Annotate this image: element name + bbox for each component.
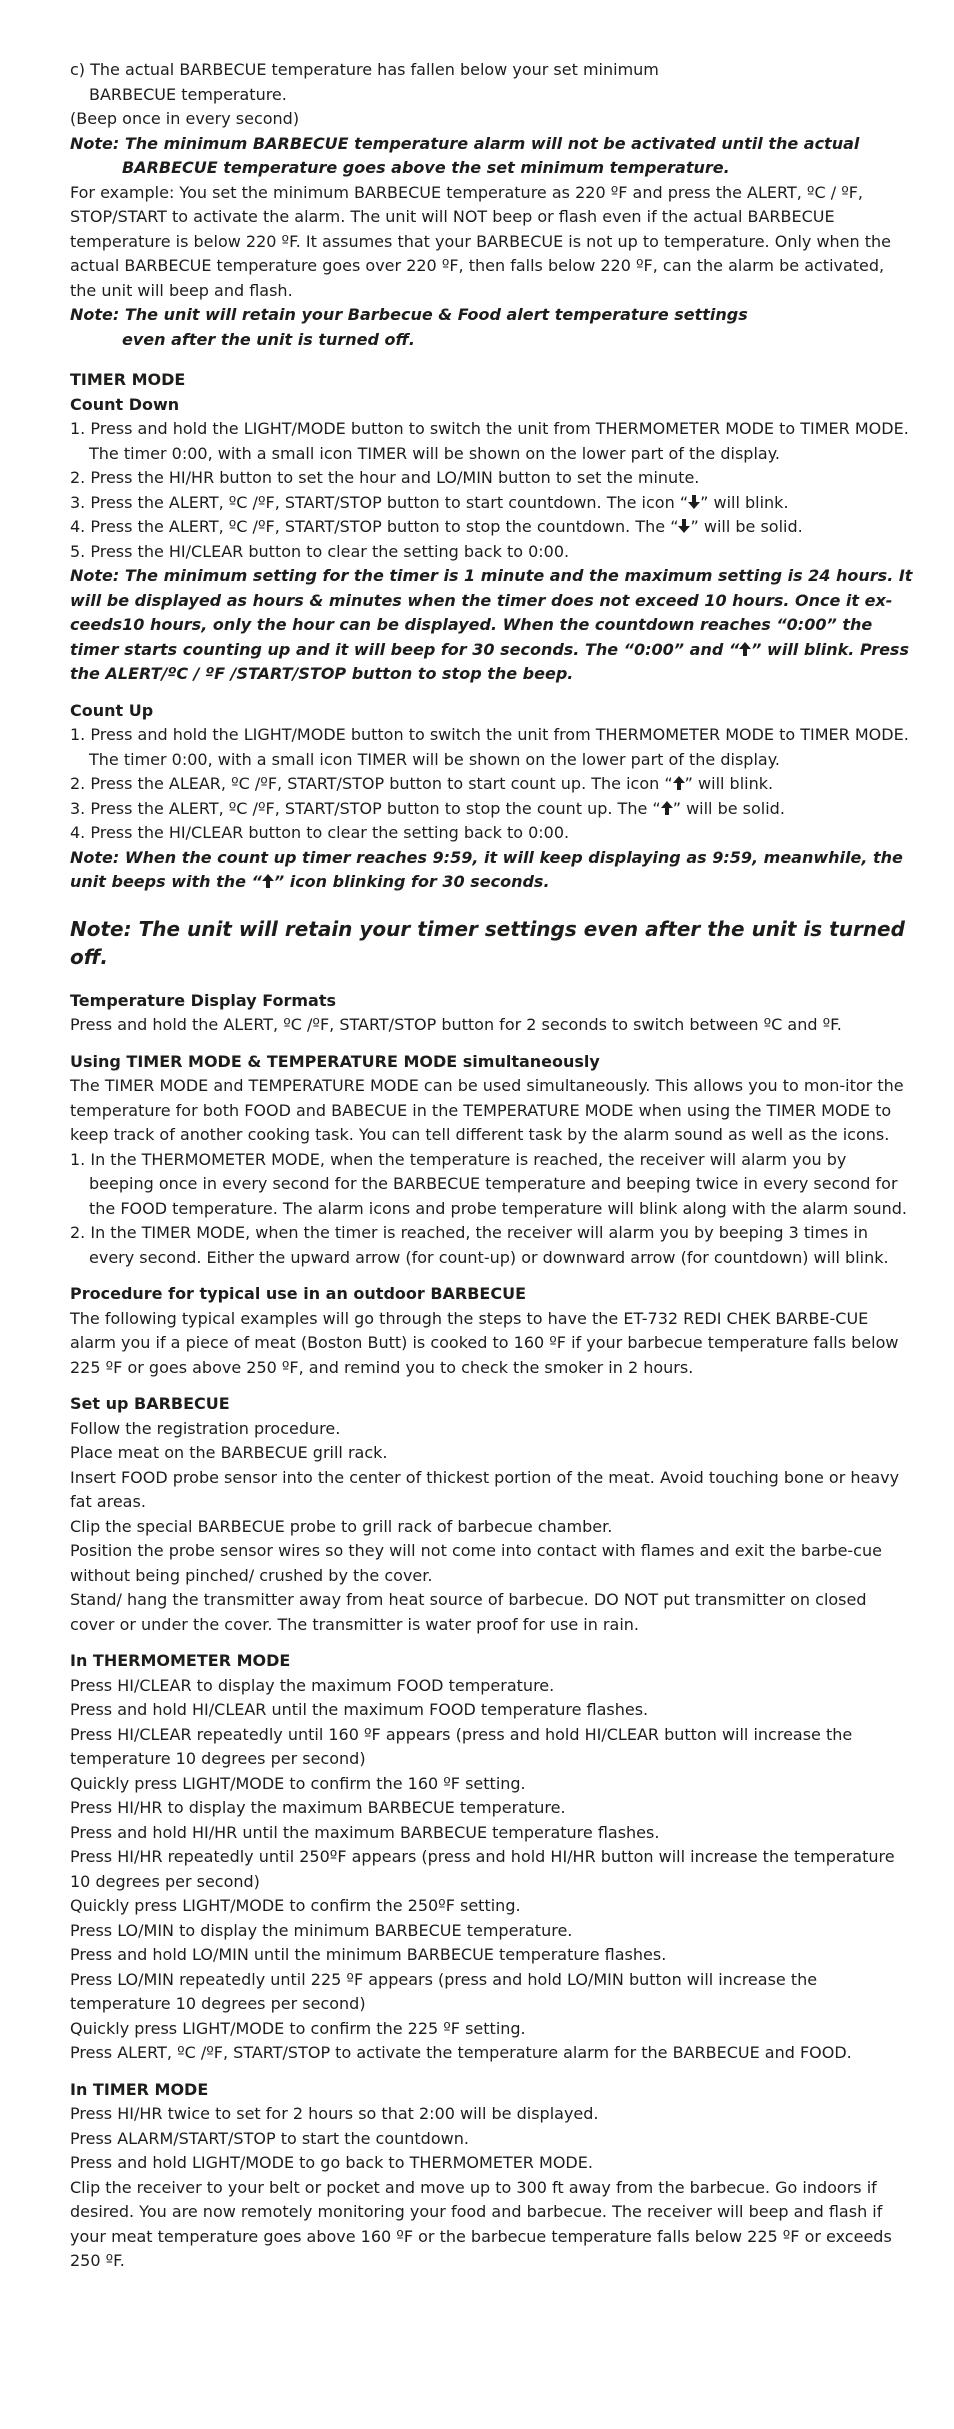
countup-note-tail: ” icon blinking for 30 seconds. — [273, 872, 550, 891]
timer-use-line: Clip the receiver to your belt or pocket and move up to 300 ft away from the barbecue. Go indoors if desired. You are now remotely monitoring your food and barbecue. The receiver will beep and flash if your meat temperature goes above 160 ºF or the barbecue temperature falls below 225 ºF or exceeds 250 ºF. — [70, 2177, 892, 2270]
timer-use-line: Press and hold LIGHT/MODE to go back to THERMOMETER MODE. — [70, 2153, 593, 2172]
countdown-step-4-tail: ” will be solid. — [690, 517, 803, 536]
alarm-section — [70, 58, 914, 352]
countup-step-3 — [70, 797, 914, 822]
setup-line: Insert FOOD probe sensor into the center of thickest portion of the meat. Avoid touching bone or heavy fat areas. — [70, 1467, 900, 1511]
timer-mode-title: TIMER MODE — [70, 370, 186, 389]
thermometer-line: Press LO/MIN to display the minimum BARBECUE temperature. — [70, 1920, 573, 1940]
timer-use-heading: In TIMER MODE — [70, 2079, 209, 2099]
alarm-example: For example: You set the minimum BARBECUE temperature as 220 ºF and press the ALERT, ºC / ºF, STOP/START to activate the alarm. The unit will NOT beep or flash even if the actual BARBECUE temperature is below 220 ºF. It assumes that your BARBECUE is not up to temperature. Only when the actual BARBECUE temperature goes over 220 ºF, then falls below 220 ºF, can the alarm be activated, the unit will beep and flash. — [70, 182, 892, 300]
arrow-up-icon — [661, 801, 673, 815]
countdown-note — [70, 564, 914, 687]
countdown-step-3-text: 3. Press the ALERT, ºC /ºF, START/STOP button to start countdown. The icon “ — [70, 492, 689, 512]
timer-use-line: Press ALARM/START/STOP to start the countdown. — [70, 2128, 469, 2148]
thermometer-line: Press HI/CLEAR repeatedly until 160 ºF appears (press and hold HI/CLEAR button will increase the temperature 10 degrees per second) — [70, 1724, 853, 1768]
countup-step-4: 4. Press the HI/CLEAR button to clear the setting back to 0:00. — [70, 823, 570, 842]
thermometer-line: Press HI/HR to display the maximum BARBECUE temperature. — [70, 1798, 566, 1817]
countup-steps — [70, 723, 914, 846]
temperature-formats-body: Press and hold the ALERT, ºC /ºF, START/STOP button for 2 seconds to switch between ºC and ºF. — [70, 1015, 842, 1034]
thermometer-line: Press HI/HR repeatedly until 250ºF appears (press and hold HI/HR button will increase the temperature 10 degrees per second) — [70, 1847, 895, 1891]
thermometer-line: Press HI/CLEAR to display the maximum FOOD temperature. — [70, 1675, 555, 1695]
countup-step-3-tail: ” will be solid. — [672, 798, 785, 818]
temperature-formats-heading: Temperature Display Formats — [70, 990, 336, 1010]
simultaneous-section — [70, 1050, 914, 1271]
procedure-section — [70, 1282, 914, 1380]
countup-step-1: 1. Press and hold the LIGHT/MODE button to switch the unit from THERMOMETER MODE to TIMER MODE. The timer 0:00, with a small icon TIMER will be shown on the lower part of the display. — [70, 725, 909, 769]
thermometer-mode-section — [70, 1649, 914, 2066]
timer-use-line: Press HI/HR twice to set for 2 hours so that 2:00 will be displayed. — [70, 2104, 599, 2123]
countdown-steps — [70, 417, 914, 564]
procedure-heading: Procedure for typical use in an outdoor BARBECUE — [70, 1284, 527, 1303]
setup-line: Place meat on the BARBECUE grill rack. — [70, 1443, 388, 1462]
beep-note: (Beep once in every second) — [70, 109, 300, 128]
setup-line: Stand/ hang the transmitter away from heat source of barbecue. DO NOT put transmitter on closed cover or under the cover. The transmitter is water proof for use in rain. — [70, 1590, 867, 1634]
timer-mode-section — [70, 368, 914, 895]
countdown-heading: Count Down — [70, 394, 180, 414]
countup-heading: Count Up — [70, 700, 154, 720]
arrow-down-icon — [688, 495, 700, 509]
countdown-note-text: Note: The minimum setting for the timer is 1 minute and the maximum setting is 24 hours. It will be displayed as hours & minutes when the timer does not exceed 10 hours. Once it ex-ceeds10 hours, only the hour can be displayed. When the countdown reaches “0:00” the timer starts counting up and it will beep for 30 seconds. The “0:00” and “ — [70, 566, 913, 659]
retain-timer-note: Note: The unit will retain your timer settings even after the unit is turned off. — [70, 916, 905, 969]
retain-alert-note: Note: The unit will retain your Barbecue & Food alert temperature settings — [70, 305, 748, 324]
countup-step-2 — [70, 772, 914, 797]
countup-step-2-tail: ” will blink. — [684, 774, 774, 793]
countdown-step-1: 1. Press and hold the LIGHT/MODE button to switch the unit from THERMOMETER MODE to TIMER MODE. The timer 0:00, with a small icon TIMER will be shown on the lower part of the display. — [70, 419, 909, 463]
arrow-down-icon — [678, 519, 690, 533]
thermometer-line: Press and hold HI/CLEAR until the maximum FOOD temperature flashes. — [70, 1700, 649, 1719]
countup-note-text: Note: When the count up timer reaches 9:59, it will keep displaying as 9:59, meanwhile, the unit beeps with the “ — [70, 847, 903, 891]
setup-line: Clip the special BARBECUE probe to grill rack of barbecue chamber. — [70, 1516, 613, 1536]
arrow-up-icon — [673, 776, 685, 790]
alarm-item-c: c) The actual BARBECUE temperature has fallen below your set minimum — [70, 60, 659, 79]
thermometer-line: Quickly press LIGHT/MODE to confirm the 225 ºF setting. — [70, 2018, 526, 2038]
simultaneous-heading: Using TIMER MODE & TEMPERATURE MODE simultaneously — [70, 1051, 600, 1071]
minimum-alarm-note: Note: The minimum BARBECUE temperature alarm will not be activated until the actual — [70, 133, 860, 153]
timer-use-section — [70, 2078, 914, 2274]
simultaneous-list — [70, 1148, 914, 1271]
temperature-formats-section — [70, 989, 914, 1038]
simultaneous-item-1: 1. In the THERMOMETER MODE, when the temperature is reached, the receiver will alarm you by beeping once in every second for the BARBECUE temperature and beeping twice in every second for the FOOD temperature. The alarm icons and probe temperature will blink along with the alarm sound. — [70, 1149, 907, 1218]
alarm-item-c-cont: BARBECUE temperature. — [89, 84, 287, 104]
thermometer-line: Press LO/MIN repeatedly until 225 ºF appears (press and hold LO/MIN button will increase the temperature 10 degrees per second) — [70, 1969, 818, 2013]
setup-heading: Set up BARBECUE — [70, 1394, 230, 1413]
countup-step-2-text: 2. Press the ALEAR, ºC /ºF, START/STOP button to start count up. The icon “ — [70, 774, 673, 793]
thermometer-line: Press and hold LO/MIN until the minimum BARBECUE temperature flashes. — [70, 1945, 667, 1964]
simultaneous-body: The TIMER MODE and TEMPERATURE MODE can be used simultaneously. This allows you to mon-itor the temperature for both FOOD and BABECUE in the TEMPERATURE MODE when using the TIMER MODE to keep track of another cooking task. You can tell different task by the alarm sound as well as the icons. — [70, 1076, 904, 1144]
countdown-note-tail: ” will blink. Press the ALERT/ºC / ºF /START/STOP button to stop the beep. — [70, 639, 909, 683]
thermometer-line: Press ALERT, ºC /ºF, START/STOP to activate the temperature alarm for the BARBECUE and FOOD. — [70, 2043, 852, 2062]
setup-section — [70, 1392, 914, 1637]
simultaneous-item-2: 2. In the TIMER MODE, when the timer is reached, the receiver will alarm you by beeping 3 times in every second. Either the upward arrow (for count-up) or downward arrow (for countdown) will blink. — [70, 1223, 889, 1267]
thermometer-line: Press and hold HI/HR until the maximum BARBECUE temperature flashes. — [70, 1822, 660, 1842]
thermometer-line: Quickly press LIGHT/MODE to confirm the 250ºF setting. — [70, 1896, 521, 1915]
thermometer-line: Quickly press LIGHT/MODE to confirm the 160 ºF setting. — [70, 1773, 526, 1793]
countdown-step-4-text: 4. Press the ALERT, ºC /ºF, START/STOP button to stop the countdown. The “ — [70, 517, 679, 536]
countdown-step-2: 2. Press the HI/HR button to set the hour and LO/MIN button to set the minute. — [70, 468, 700, 487]
minimum-alarm-note-cont: BARBECUE temperature goes above the set minimum temperature. — [122, 158, 730, 177]
setup-line: Follow the registration procedure. — [70, 1418, 341, 1438]
arrow-up-icon — [262, 874, 274, 888]
countdown-step-3 — [70, 491, 914, 516]
thermometer-mode-heading: In THERMOMETER MODE — [70, 1651, 291, 1670]
countup-step-3-text: 3. Press the ALERT, ºC /ºF, START/STOP button to stop the count up. The “ — [70, 798, 661, 818]
countdown-step-4 — [70, 515, 914, 540]
countdown-step-3-tail: ” will blink. — [700, 492, 789, 512]
retain-alert-note-cont: even after the unit is turned off. — [122, 329, 415, 349]
arrow-up-icon — [739, 642, 751, 656]
countup-note — [70, 846, 914, 895]
procedure-body: The following typical examples will go through the steps to have the ET-732 REDI CHEK BARBE-CUE alarm you if a piece of meat (Boston Butt) is cooked to 160 ºF if your barbecue temperature falls below 225 ºF or goes above 250 ºF, and remind you to check the smoker in 2 hours. — [70, 1308, 899, 1377]
setup-line: Position the probe sensor wires so they will not come into contact with flames and exit the barbe-cue without being pinched/ crushed by the cover. — [70, 1541, 882, 1585]
countdown-step-5: 5. Press the HI/CLEAR button to clear the setting back to 0:00. — [70, 541, 570, 561]
